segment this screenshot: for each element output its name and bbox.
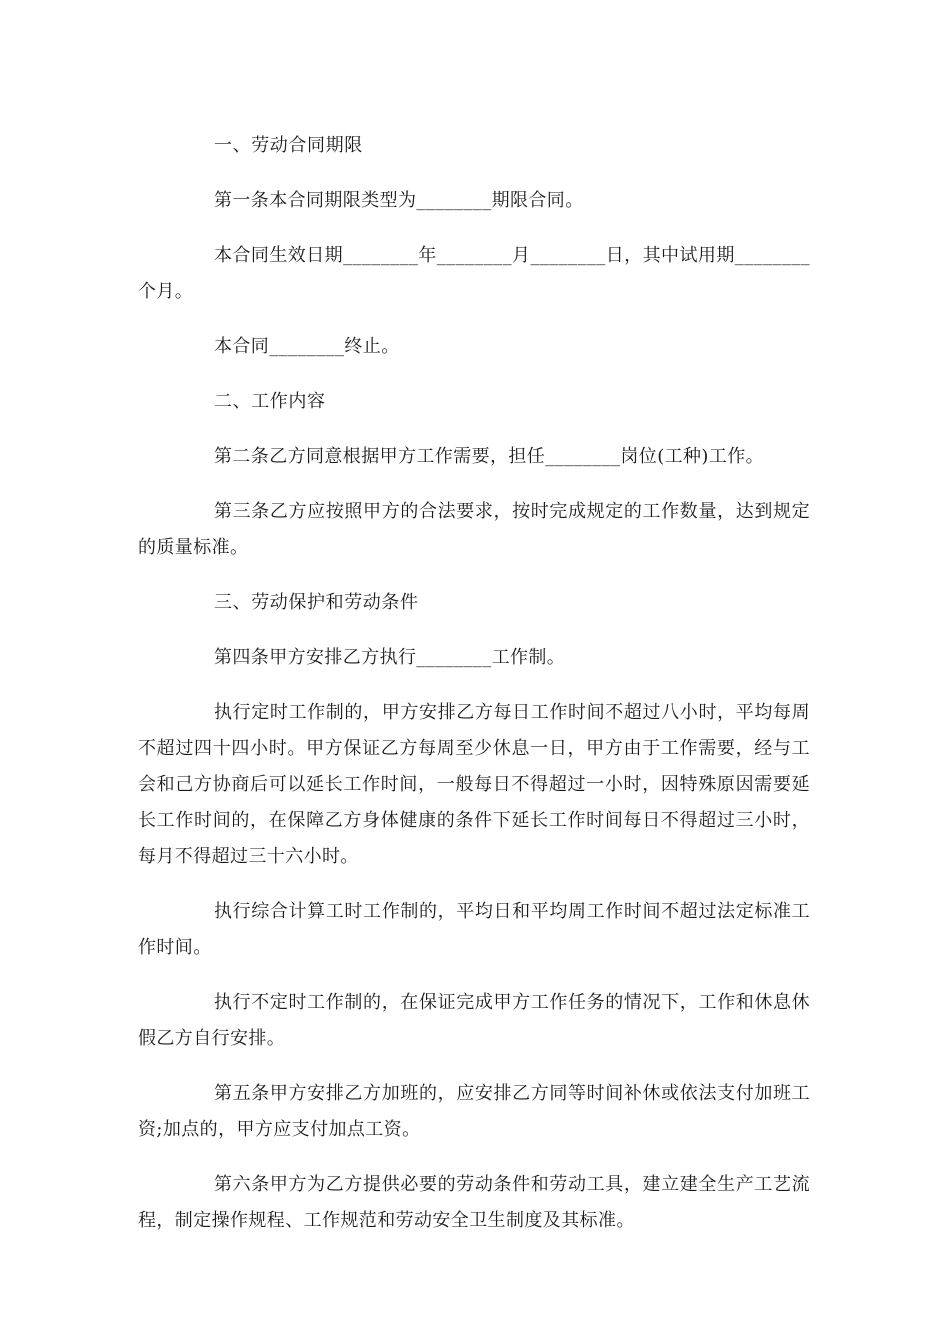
section-heading-term: 一、劳动合同期限 xyxy=(214,135,363,156)
article-2-position: 第二条乙方同意根据甲方工作需要，担任________岗位(工种)工作。 xyxy=(214,446,765,467)
fixed-hours-clause: 执行定时工作制的，甲方安排乙方每日工作时间不超过八小时，平均每周不超过四十四小时。甲方保证乙方每周至少休息一日，甲方由于工作需要，经与工会和己方协商后可以延长工作时间，一般每日不得超过一小时，因特殊原因需要延长工作时间的，在保障乙方身体健康的条件下延长工作时间每日不得超过三小时，每月不得超过三十六小时。 xyxy=(138,702,810,867)
article-3-requirements: 第三条乙方应按照甲方的合法要求，按时完成规定的工作数量，达到规定的质量标准。 xyxy=(138,501,810,558)
effective-date-clause: 本合同生效日期________年________月________日，其中试用期________个月。 xyxy=(138,245,810,302)
flexible-hours-clause: 执行不定时工作制的，在保证完成甲方工作任务的情况下，工作和休息休假乙方自行安排。 xyxy=(138,992,810,1049)
article-4-work-system: 第四条甲方安排乙方执行________工作制。 xyxy=(214,647,566,668)
section-heading-work-content: 二、工作内容 xyxy=(214,391,326,412)
document-page xyxy=(138,128,810,1258)
section-heading-labor-protection: 三、劳动保护和劳动条件 xyxy=(214,592,419,613)
termination-clause: 本合同________终止。 xyxy=(214,336,400,357)
article-1-term-type: 第一条本合同期限类型为________期限合同。 xyxy=(214,190,584,211)
article-6-working-conditions: 第六条甲方为乙方提供必要的劳动条件和劳动工具，建立建全生产工艺流程，制定操作规程、工作规范和劳动安全卫生制度及其标准。 xyxy=(138,1174,810,1231)
article-5-overtime: 第五条甲方安排乙方加班的，应安排乙方同等时间补休或依法支付加班工资;加点的，甲方应支付加点工资。 xyxy=(138,1083,810,1140)
comprehensive-hours-clause: 执行综合计算工时工作制的，平均日和平均周工作时间不超过法定标准工作时间。 xyxy=(138,901,810,958)
